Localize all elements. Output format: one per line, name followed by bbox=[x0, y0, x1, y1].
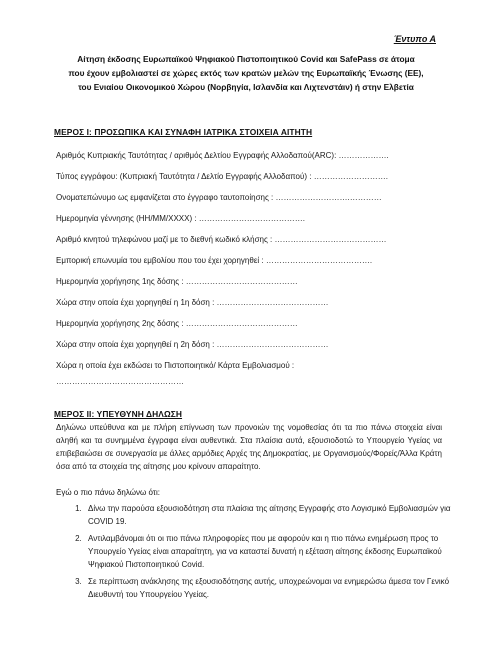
field-id-number: Αριθμός Κυπριακής Ταυτότητας / αριθμός Δελτίου Εγγραφής Αλλοδαπού(ARC): ………………. bbox=[56, 151, 389, 160]
title-line-1: Αίτηση έκδοσης Ευρωπαϊκού Ψηφιακού Πιστοποιητικού Covid και SafePass σε άτομα bbox=[77, 54, 415, 64]
field-issuing-country: Χώρα η οποία έχει εκδώσει το Πιστοποιητικό/ Κάρτα Εμβολιασμού : bbox=[56, 361, 295, 370]
declaration-item: 1. Δίνω την παρούσα εξουσιοδότηση στα πλαίσια της αίτησης Εγγραφής στο Λογισμικό Εμβολιασμών για COVID 19. bbox=[84, 502, 470, 528]
declaration-list bbox=[56, 502, 470, 605]
field-full-name: Ονοματεπώνυμο ως εμφανίζεται στο έγγραφο ταυτοποίησης : ……………………….………… bbox=[56, 193, 382, 202]
field-issuing-country-dots: ………………………………………… bbox=[56, 377, 184, 386]
form-title bbox=[54, 52, 438, 94]
field-vaccine-brand: Εμπορική επωνυμία του εμβολίου που του έχει χορηγηθεί : …………………………………. bbox=[56, 256, 373, 265]
field-dose2-country: Χώρα στην οποία έχει χορηγηθεί η 2η δόση : …………………………………… bbox=[56, 340, 329, 349]
part2-heading: ΜΕΡΟΣ ΙΙ: ΥΠΕΥΘΥΝΗ ΔΗΛΩΣΗ bbox=[54, 409, 183, 419]
field-date-of-birth: Ημερομηνία γέννησης (ΗΗ/ΜΜ/ΧΧΧΧ) : …………………………………. bbox=[56, 214, 306, 223]
form-tag: Έντυπο Α bbox=[393, 34, 436, 44]
field-dose1-country: Χώρα στην οποία έχει χορηγηθεί η 1η δόση : …………………………………… bbox=[56, 298, 329, 307]
declaration-item: 3. Σε περίπτωση ανάκλησης της εξουσιοδότησης αυτής, υποχρεώνομαι να ενημερώσω άμεσα τον Γενικό Διευθυντή του Υπουργείου Υγείας. bbox=[84, 575, 470, 601]
declaration-item: 2. Αντιλαμβάνομαι ότι οι πιο πάνω πληροφορίες που με αφορούν και η πιο πάνω ενημέρωση προς το Υπουργείο Υγείας είναι απαραίτητη, για να καταστεί δυνατή η εξέταση αίτησης έκδοσης Ευρωπαϊκού Ψηφιακού Πιστοποιητικού Covid. bbox=[84, 532, 470, 571]
field-dose2-date: Ημερομηνία χορήγησης 2ης δόσης : …………………………………… bbox=[56, 319, 298, 328]
title-line-2: που έχουν εμβολιαστεί σε χώρες εκτός των κρατών μελών της Ευρωπαϊκής Ένωσης (ΕΕ), bbox=[68, 68, 424, 78]
field-dose1-date: Ημερομηνία χορήγησης 1ης δόσης : …………………………………… bbox=[56, 277, 298, 286]
part1-heading: ΜΕΡΟΣ Ι: ΠΡΟΣΩΠΙΚΑ ΚΑΙ ΣΥΝΑΦΗ ΙΑΤΡΙΚΑ ΣΤΟΙΧΕΙΑ ΑΙΤΗΤΗ bbox=[54, 127, 313, 137]
declaration-paragraph: Δηλώνω υπεύθυνα και με πλήρη επίγνωση των προνοιών της νομοθεσίας ότι τα πιο πάνω στοιχεία είναι αληθή και τα συνημμένα έγγραφα είναι αυθεντικά. Στα πλαίσια αυτά, εξουσιοδοτώ το Υπουργείο Υγείας να επιβεβαιώσει σε συνεργασία με άλλες αρμόδιες Αρχές της Δημοκρατίας, με Οργανισμούς/Φορείς/Άλλα Κράτη όσα από τα στοιχεία της αίτησης μου κρίνουν απαραίτητο. bbox=[56, 423, 442, 471]
declaration-intro: Εγώ ο πιο πάνω δηλώνω ότι: bbox=[56, 488, 160, 497]
field-mobile-number: Αριθμό κινητού τηλεφώνου μαζί με το διεθνή κωδικό κλήσης : …………………………………… bbox=[56, 235, 387, 244]
field-document-type: Τύπος εγγράφου: (Κυπριακή Ταυτότητα / Δελτίο Εγγραφής Αλλοδαπού) : ………………………. bbox=[56, 172, 388, 181]
title-line-3: του Ενιαίου Οικονομικού Χώρου (Νορβηγία, Ισλανδία και Λιχτενστάιν) ή στην Ελβετία bbox=[78, 82, 414, 92]
